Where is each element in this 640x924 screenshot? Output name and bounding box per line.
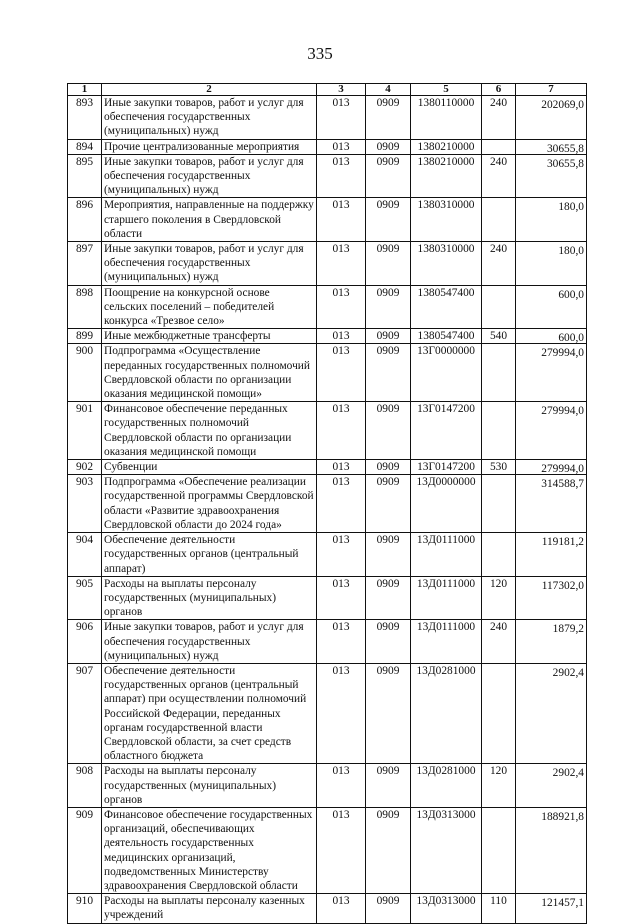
row-description: Обеспечение деятельности государственных органов (центральный аппарат) [104,534,299,575]
row-description-cell [102,329,317,344]
expense-type-code-cell [482,242,516,286]
row-description-cell [102,576,317,620]
section-code: 0909 [376,286,400,299]
row-description: Прочие централизованные мероприятия [104,140,300,153]
target-article-code: 1380210000 [417,140,475,153]
table-row [68,329,587,344]
row-description: Иные закупки товаров, работ и услуг для обеспечения государственных (муниципальных) нужд [104,621,304,662]
ministry-code: 013 [332,403,350,416]
section-code: 0909 [376,345,400,358]
target-article-code-cell [411,198,482,242]
section-code-cell [366,533,411,577]
ministry-code-cell [317,663,366,763]
row-number-cell [68,344,102,402]
ministry-code-cell [317,576,366,620]
row-number: 896 [75,199,94,212]
row-description: Иные закупки товаров, работ и услуг для обеспечения государственных (муниципальных) нужд [104,155,304,197]
row-description: Иные закупки товаров, работ и услуг для обеспечения государственных (муниципальных) нужд [104,97,304,138]
row-amount: 2902,4 [552,666,584,679]
budget-table [67,83,587,924]
row-number: 897 [75,243,94,256]
row-description: Расходы на выплаты персоналу государственных (муниципальных) органов [104,765,277,806]
target-article-code-cell [411,764,482,808]
ministry-code: 013 [332,140,350,153]
table-row [68,663,587,763]
ministry-code: 013 [332,155,350,168]
section-code: 0909 [376,808,400,821]
row-number: 901 [75,403,94,416]
row-amount: 279994,0 [541,347,584,360]
row-number-cell [68,96,102,140]
section-code: 0909 [376,199,400,212]
row-description: Мероприятия, направленные на поддержку старшего поколения в Свердловской области [104,199,314,240]
ministry-code-cell [317,460,366,475]
expense-type-code-cell [482,139,516,154]
row-number-cell [68,154,102,198]
row-description-cell [102,533,317,577]
column-header: 6 [482,84,516,96]
section-code: 0909 [376,461,400,474]
row-amount-cell [516,894,587,923]
section-code-cell [366,475,411,533]
table-row [68,807,587,893]
row-amount: 279994,0 [541,405,584,418]
section-code-cell [366,242,411,286]
row-amount: 119181,2 [541,536,584,549]
row-amount: 600,0 [558,332,584,344]
row-description: Финансовое обеспечение государственных организаций, обеспечивающих деятельность государственных медицинских организаций, подведомственных Министерству здравоохранения Свердловской области [104,808,313,892]
row-amount-cell [516,198,587,242]
row-description: Расходы на выплаты персоналу казенных учреждений [104,895,305,922]
row-description-cell [102,894,317,923]
row-description-cell [102,154,317,198]
section-code: 0909 [376,534,400,547]
section-code: 0909 [376,155,400,168]
ministry-code: 013 [332,461,350,474]
section-code: 0909 [376,895,400,908]
row-amount-cell [516,807,587,893]
row-number-cell [68,139,102,154]
ministry-code: 013 [332,664,350,677]
row-number: 905 [75,577,94,590]
row-number-cell [68,663,102,763]
expense-type-code: 110 [490,895,507,908]
ministry-code: 013 [332,476,350,489]
target-article-code: 1380310000 [417,243,475,256]
row-description-cell [102,198,317,242]
ministry-code-cell [317,285,366,329]
section-code: 0909 [376,330,400,343]
row-number: 902 [75,461,94,474]
section-code: 0909 [376,476,400,489]
target-article-code: 13Д0313000 [416,808,476,821]
table-row [68,620,587,664]
row-number-cell [68,620,102,664]
row-number-cell [68,894,102,923]
ministry-code-cell [317,402,366,460]
column-header: 4 [366,84,411,96]
target-article-code-cell [411,475,482,533]
row-amount-cell [516,139,587,154]
section-code: 0909 [376,403,400,416]
row-number-cell [68,533,102,577]
ministry-code: 013 [332,345,350,358]
row-number: 894 [75,140,94,153]
ministry-code-cell [317,198,366,242]
section-code-cell [366,285,411,329]
column-header: 2 [102,84,317,96]
row-description-cell [102,96,317,140]
column-header: 5 [411,84,482,96]
row-number: 910 [75,895,94,908]
section-code-cell [366,460,411,475]
row-description-cell [102,344,317,402]
expense-type-code-cell [482,198,516,242]
section-code-cell [366,807,411,893]
section-code-cell [366,198,411,242]
row-amount-cell [516,475,587,533]
ministry-code: 013 [332,199,350,212]
target-article-code: 13Д0281000 [416,664,476,677]
expense-type-code-cell [482,460,516,475]
table-row [68,344,587,402]
expense-type-code-cell [482,154,516,198]
section-code-cell [366,154,411,198]
row-amount-cell [516,460,587,475]
row-number-cell [68,198,102,242]
ministry-code-cell [317,475,366,533]
section-code: 0909 [376,243,400,256]
row-amount-cell [516,344,587,402]
target-article-code: 13Д0313000 [416,895,476,908]
column-header: 7 [516,84,587,96]
row-amount: 1879,2 [552,623,584,636]
row-amount-cell [516,533,587,577]
table-header-row [68,84,587,96]
table-row [68,475,587,533]
row-number: 908 [75,765,94,778]
section-code-cell [366,139,411,154]
ministry-code-cell [317,344,366,402]
ministry-code: 013 [332,330,350,343]
ministry-code-cell [317,894,366,923]
row-number-cell [68,402,102,460]
row-description: Расходы на выплаты персоналу государственных (муниципальных) органов [104,577,277,619]
target-article-code-cell [411,894,482,923]
ministry-code: 013 [332,286,350,299]
row-amount-cell [516,329,587,344]
expense-type-code-cell [482,285,516,329]
target-article-code: 13Г0147200 [417,403,475,416]
section-code: 0909 [376,765,400,778]
row-number-cell [68,242,102,286]
row-number-cell [68,329,102,344]
ministry-code: 013 [332,808,350,821]
row-description-cell [102,402,317,460]
row-amount: 180,0 [558,201,584,214]
row-number: 909 [75,808,94,821]
target-article-code-cell [411,663,482,763]
row-description: Субвенции [104,461,158,474]
table-row [68,154,587,198]
row-amount-cell [516,576,587,620]
section-code-cell [366,663,411,763]
target-article-code: 1380310000 [417,199,475,212]
section-code: 0909 [376,621,400,634]
ministry-code: 013 [332,765,350,778]
row-amount-cell [516,285,587,329]
expense-type-code-cell [482,663,516,763]
table-row [68,242,587,286]
target-article-code: 1380210000 [417,155,475,168]
target-article-code: 13Д0111000 [416,577,476,590]
table-body [68,96,587,924]
row-amount: 188921,8 [541,810,584,823]
table-row [68,460,587,475]
target-article-code-cell [411,807,482,893]
row-description-cell [102,460,317,475]
expense-type-code-cell [482,764,516,808]
row-number: 900 [75,345,94,358]
row-number: 903 [75,476,94,489]
expense-type-code-cell [482,894,516,923]
row-amount-cell [516,96,587,140]
target-article-code-cell [411,285,482,329]
ministry-code-cell [317,807,366,893]
target-article-code-cell [411,533,482,577]
row-description-cell [102,242,317,286]
row-description: Обеспечение деятельности государственных органов (центральный аппарат) при осуществлении полномочий Российской Федерации, переданных органам государственной власти Свердловской области, за счет средств областного бюджета [104,664,307,763]
section-code-cell [366,344,411,402]
row-number-cell [68,764,102,808]
ministry-code-cell [317,154,366,198]
target-article-code: 13Д0000000 [416,476,476,489]
expense-type-code-cell [482,329,516,344]
row-amount-cell [516,620,587,664]
row-description: Финансовое обеспечение переданных государственных полномочий Свердловской области по организации оказания медицинской помощи [104,403,292,458]
expense-type-code: 240 [489,243,508,256]
target-article-code: 13Г0000000 [417,345,475,358]
row-amount-cell [516,402,587,460]
row-number: 906 [75,621,94,634]
row-number-cell [68,807,102,893]
row-number: 898 [75,286,94,299]
target-article-code: 1380110000 [417,97,475,109]
row-description-cell [102,139,317,154]
target-article-code-cell [411,344,482,402]
table-row [68,894,587,923]
row-number-cell [68,285,102,329]
row-description: Подпрограмма «Обеспечение реализации государственной программы Свердловской области «Развитие здравоохранения Свердловской области до 2024 года» [104,476,314,531]
row-amount: 279994,0 [541,463,584,475]
row-number: 895 [75,155,94,168]
row-amount: 121457,1 [541,897,584,910]
row-amount: 202069,0 [541,99,584,111]
target-article-code: 13Г0147200 [417,461,475,474]
column-header: 3 [317,84,366,96]
ministry-code-cell [317,242,366,286]
target-article-code: 1380547400 [417,330,475,343]
ministry-code: 013 [332,534,350,547]
ministry-code: 013 [332,621,350,634]
target-article-code-cell [411,96,482,140]
target-article-code-cell [411,576,482,620]
row-description: Подпрограмма «Осуществление переданных государственных полномочий Свердловской области по организации оказания медицинской помощи» [104,345,311,401]
table-row [68,285,587,329]
row-amount: 117302,0 [541,579,584,592]
expense-type-code-cell [482,807,516,893]
target-article-code-cell [411,620,482,664]
ministry-code: 013 [332,97,350,109]
row-description-cell [102,475,317,533]
page-number: 335 [307,44,333,63]
table-row [68,764,587,808]
table-row [68,576,587,620]
target-article-code-cell [411,402,482,460]
row-amount-cell [516,764,587,808]
expense-type-code-cell [482,402,516,460]
row-description-cell [102,620,317,664]
row-amount: 600,0 [558,288,584,301]
table-row [68,402,587,460]
table-row [68,198,587,242]
ministry-code: 013 [332,577,350,590]
target-article-code-cell [411,154,482,198]
table-row [68,139,587,154]
expense-type-code-cell [482,475,516,533]
row-amount-cell [516,242,587,286]
row-description: Иные закупки товаров, работ и услуг для обеспечения государственных (муниципальных) нужд [104,243,304,284]
ministry-code: 013 [332,243,350,256]
expense-type-code-cell [482,620,516,664]
ministry-code-cell [317,533,366,577]
row-description-cell [102,807,317,893]
row-amount: 30655,8 [546,157,584,170]
expense-type-code: 240 [489,97,508,109]
ministry-code-cell [317,764,366,808]
expense-type-code-cell [482,96,516,140]
row-description: Иные межбюджетные трансферты [104,330,271,343]
target-article-code-cell [411,242,482,286]
section-code-cell [366,96,411,140]
expense-type-code: 530 [489,461,508,474]
ministry-code-cell [317,139,366,154]
table-row [68,96,587,140]
target-article-code-cell [411,139,482,154]
row-amount: 180,0 [558,245,584,258]
target-article-code-cell [411,329,482,344]
section-code-cell [366,576,411,620]
row-number-cell [68,460,102,475]
row-description: Поощрение на конкурсной основе сельских поселений – победителей конкурса «Трезвое село» [104,286,275,328]
row-number-cell [68,475,102,533]
target-article-code-cell [411,460,482,475]
expense-type-code: 120 [489,577,508,590]
column-header: 1 [68,84,102,96]
expense-type-code-cell [482,344,516,402]
section-code-cell [366,894,411,923]
target-article-code: 13Д0281000 [416,765,476,778]
row-amount-cell [516,663,587,763]
row-description-cell [102,285,317,329]
row-number: 893 [75,97,94,109]
row-number: 899 [75,330,94,343]
ministry-code: 013 [332,895,350,908]
section-code: 0909 [376,140,400,153]
section-code-cell [366,620,411,664]
target-article-code: 13Д0111000 [416,621,476,634]
expense-type-code: 240 [489,155,508,168]
row-amount: 2902,4 [552,767,584,780]
row-description-cell [102,764,317,808]
section-code: 0909 [376,97,400,109]
row-description-cell [102,663,317,763]
section-code-cell [366,402,411,460]
section-code: 0909 [376,577,400,590]
section-code: 0909 [376,664,400,677]
ministry-code-cell [317,620,366,664]
target-article-code: 1380547400 [417,286,475,299]
expense-type-code: 240 [489,621,508,634]
target-article-code: 13Д0111000 [416,534,476,547]
row-number-cell [68,576,102,620]
section-code-cell [366,329,411,344]
section-code-cell [366,764,411,808]
expense-type-code: 540 [489,330,508,343]
expense-type-code-cell [482,576,516,620]
table-row [68,533,587,577]
expense-type-code: 120 [489,765,508,778]
row-number: 907 [75,664,94,677]
ministry-code-cell [317,96,366,140]
row-amount-cell [516,154,587,198]
row-amount: 314588,7 [541,478,584,491]
row-number: 904 [75,534,94,547]
ministry-code-cell [317,329,366,344]
expense-type-code-cell [482,533,516,577]
row-amount: 30655,8 [546,142,584,155]
